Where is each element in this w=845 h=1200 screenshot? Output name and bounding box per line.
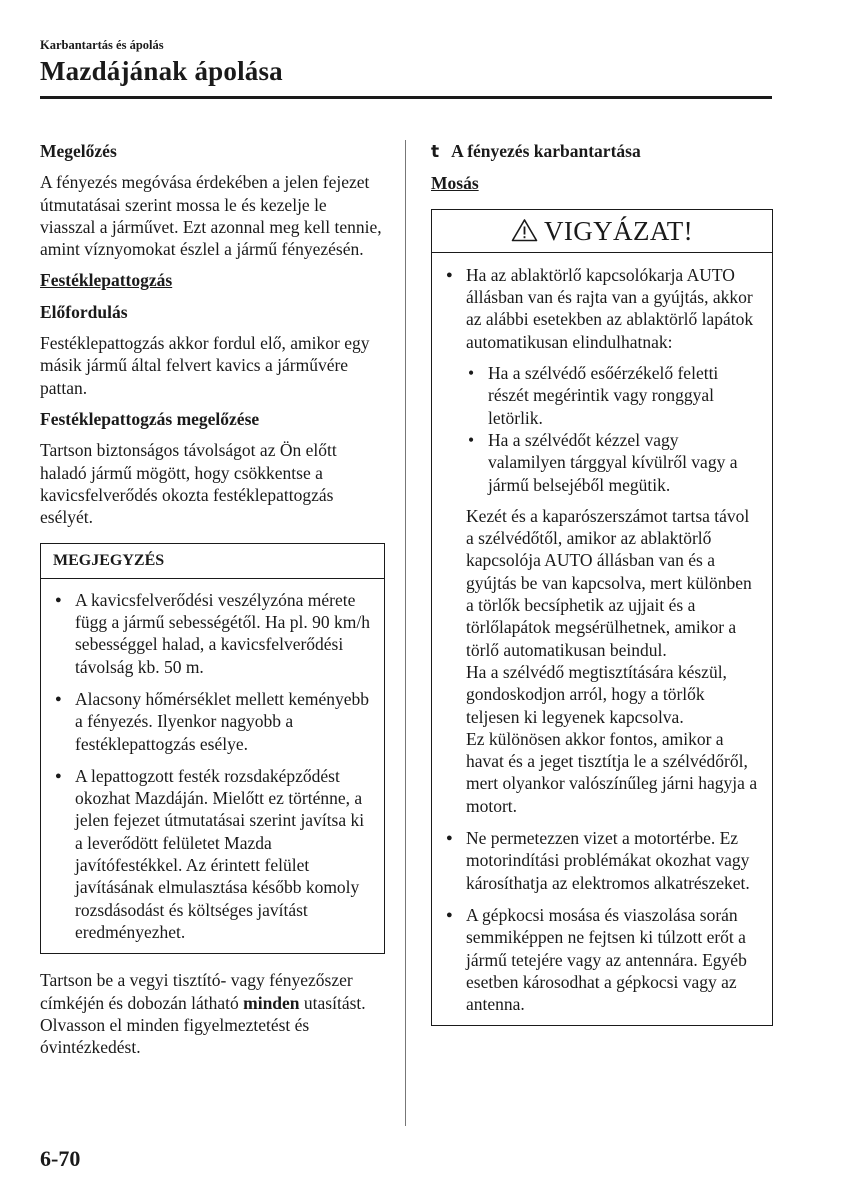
final-text-end: utasítást. Olvasson el minden figyelmeztetést és óvintézkedést.: [40, 992, 366, 1058]
subheading-washing: Mosás: [431, 173, 479, 194]
title-rule: [40, 96, 772, 99]
warning-title: VIGYÁZAT!: [543, 215, 694, 246]
column-divider: [405, 140, 406, 1126]
heading-paint-care-text: A fényezés karbantartása: [451, 141, 641, 161]
warning-subitem: • Ha a szélvédő esőérzékelő feletti részét megérintik vagy ronggyal letörlik.: [466, 362, 760, 429]
section-label: Karbantartás és ápolás: [40, 38, 164, 52]
section-marker-icon: t: [431, 142, 440, 162]
note-item: ● A lepattogzott festék rozsdaképződést okozhat Mazdáján. Mielőtt ez történne, a jelen fejezet útmutatásai szerint javítsa ki a leverődött felületet Mazda javítófestékkel. Az érintett felület javításának elmulasztása később komoly rozsdásodást és költséges javítást eredményezhet.: [53, 765, 372, 943]
note-item: ● Alacsony hőmérséklet mellett keményebb a fényezés. Ilyenkor nagyobb a festéklepattogzás esélye.: [53, 688, 372, 755]
warning-subitem: • Ha a szélvédőt kézzel vagy valamilyen tárggyal kívülről vagy a jármű belsejéből megütik.: [466, 429, 760, 496]
warning-sublist: [466, 362, 760, 496]
left-column: [40, 140, 385, 1058]
paragraph-occurrence: Festéklepattogzás akkor fordul elő, amikor egy másik jármű által felvert kavics a járművére pattan.: [40, 333, 370, 398]
page-number: 6-70: [40, 1146, 81, 1171]
note-list: [53, 589, 372, 943]
heading-prevention: Megelőzés: [40, 141, 117, 161]
warning-box: [431, 209, 773, 1027]
heading-paint-chipping: Festéklepattogzás: [40, 270, 173, 291]
warning-paragraph: Kezét és a kaparószerszámot tartsa távol a szélvédőtől, amikor az ablaktörlő kapcsolója AUTO állásban van és a gyújtás be van kapcsolva, mert különben a törlők becsíphetik az ujjait és a törlőlapátok megsérülhetnek, amikor a törlő automatikusan beindul.: [466, 505, 752, 660]
note-box: [40, 543, 385, 954]
heading-chipping-prevention: Festéklepattogzás megelőzése: [40, 408, 260, 429]
paragraph-prevention: A fényezés megóvása érdekében a jelen fejezet útmutatásai szerint mossa le és kezelje le viasszal a járművet. Ezt azonnal meg kell tennie, amint víznyomokat észlel a jármű fényezésén.: [40, 172, 382, 260]
warning-triangle-icon: [511, 218, 538, 242]
paragraph-final: [40, 969, 385, 1058]
warning-paragraph: Ha a szélvédő megtisztítására készül, gondoskodjon arról, hogy a törlők teljesen ki legyenek kapcsolva.: [466, 661, 727, 727]
warning-list: [444, 264, 760, 1016]
page-title: Mazdájának ápolása: [40, 56, 283, 86]
right-column: [431, 140, 773, 1026]
warning-header: [432, 210, 772, 253]
final-text-start: Tartson be a vegyi tisztító- vagy fényezőszer címkéjén és dobozán látható: [40, 970, 353, 1013]
warning-paragraph: Ez különösen akkor fontos, amikor a havat és a jeget tisztítja le a szélvédőről, mert olyankor valószínűleg járni hagyja a motort.: [466, 728, 758, 816]
final-text-bold: minden: [243, 992, 300, 1013]
warning-item: ● Ne permetezzen vizet a motortérbe. Ez motorindítási problémákat okozhat vagy károsíthatja az elektromos alkatrészeket.: [444, 827, 760, 894]
heading-occurrence: Előfordulás: [40, 301, 128, 322]
warning-body: [432, 253, 772, 1026]
note-title: MEGJEGYZÉS: [41, 544, 384, 578]
note-body: [41, 579, 384, 953]
heading-paint-care: [431, 140, 773, 163]
warning-item: ● A gépkocsi mosása és viaszolása során semmiképpen ne fejtsen ki túlzott erőt a jármű tetejére vagy az antennára. Egyéb esetben károsodhat a gépkocsi vagy az antenna.: [444, 904, 760, 1015]
warning-item-text: ● Ha az ablaktörlő kapcsolókarja AUTO állásban van és rajta van a gyújtás, akkor az alábbi esetekben az ablaktörlő lapátok automatikusan elindulhatnak:: [466, 264, 754, 352]
paragraph-chipping-prevention: Tartson biztonságos távolságot az Ön előtt haladó jármű mögött, hogy csökkentse a kavicsfelverődés okozta festéklepattogzás esélyét.: [40, 440, 337, 528]
warning-item: [444, 264, 760, 817]
note-item: ● A kavicsfelverődési veszélyzóna mérete függ a jármű sebességétől. Ha pl. 90 km/h sebességgel halad, a kavicsfelverődési távolság kb. 50 m.: [53, 589, 372, 678]
